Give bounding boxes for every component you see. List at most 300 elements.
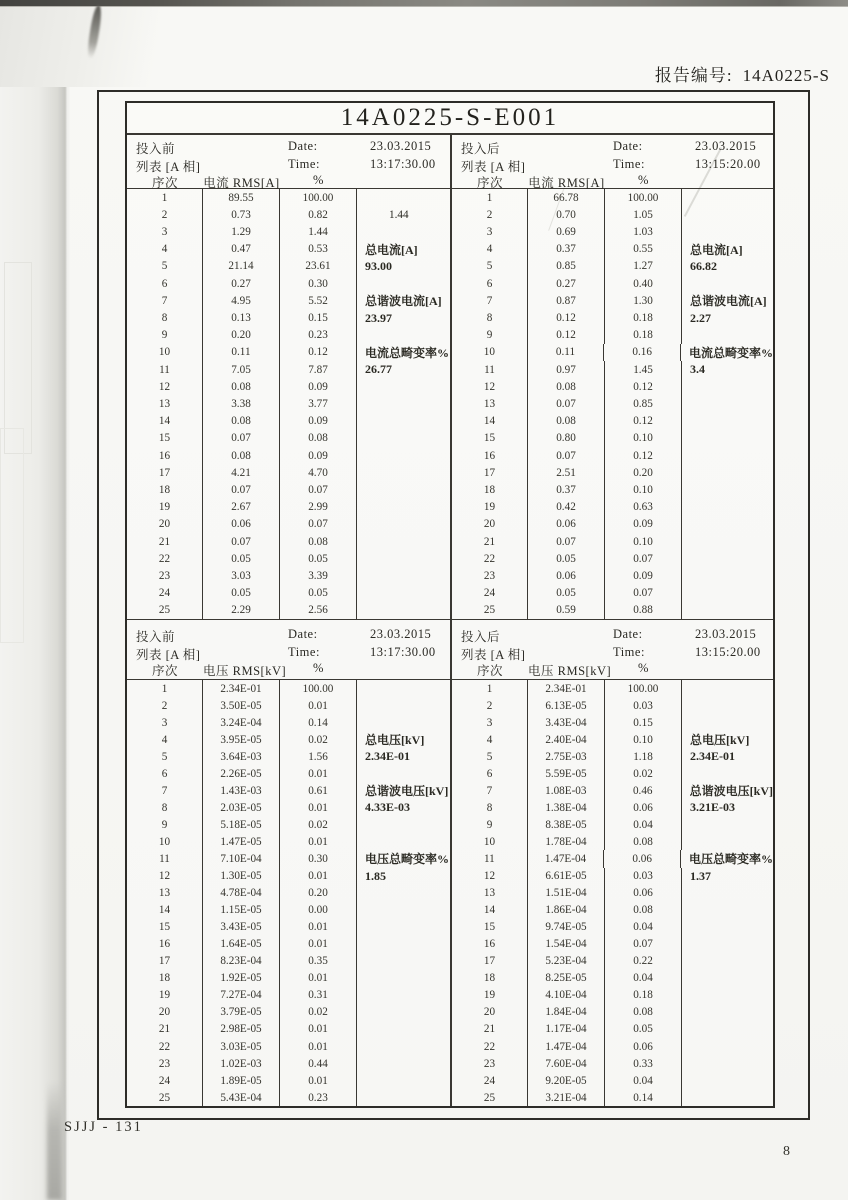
- table-row: [127, 1055, 450, 1072]
- cell-pct: 0.46: [605, 782, 682, 799]
- table-row: [127, 902, 450, 919]
- cell-seq: 5: [127, 748, 203, 765]
- cell-rms: 0.97: [528, 361, 605, 378]
- cell-pct: 100.00: [605, 189, 682, 206]
- cell-seq: 5: [127, 258, 203, 275]
- table-row: [127, 1089, 450, 1106]
- cell-pct: 1.30: [605, 292, 682, 309]
- cell-seq: 21: [127, 533, 203, 550]
- table-row: [452, 275, 773, 292]
- table-row: [452, 731, 773, 748]
- cell-seq: 7: [127, 782, 203, 799]
- cell-rms: 2.29: [203, 602, 280, 619]
- summary-annotation: 2.34E-01: [690, 749, 735, 764]
- cell-pct: 3.39: [280, 567, 357, 584]
- time-value: 13:17:30.00: [370, 157, 436, 171]
- cell-pct: 0.12: [605, 378, 682, 395]
- cell-seq: 16: [127, 447, 203, 464]
- cell-seq: 15: [452, 430, 528, 447]
- quadrant-voltage-after: [450, 619, 773, 1106]
- summary-annotation: [357, 602, 450, 619]
- table-row: [452, 902, 773, 919]
- summary-annotation: [357, 533, 450, 550]
- cell-pct: 0.01: [280, 697, 357, 714]
- summary-annotation: [682, 481, 773, 498]
- cell-seq: 23: [452, 1055, 528, 1072]
- cell-rms: 1.38E-04: [528, 799, 605, 816]
- summary-annotation: 总电流[A]: [365, 242, 418, 257]
- cell-rms: 0.13: [203, 309, 280, 326]
- cell-pct: 0.00: [280, 902, 357, 919]
- table-row: [452, 714, 773, 731]
- table-row: [127, 919, 450, 936]
- cell-seq: 20: [127, 1004, 203, 1021]
- cell-rms: 3.43E-04: [528, 714, 605, 731]
- column-header-value: 电压 RMS[kV]: [528, 664, 612, 678]
- cell-pct: 0.10: [605, 731, 682, 748]
- cell-pct: 7.87: [280, 361, 357, 378]
- summary-annotation: [682, 953, 773, 970]
- table-row: [127, 533, 450, 550]
- cell-seq: 3: [127, 223, 203, 240]
- table-row: [452, 223, 773, 240]
- cell-pct: 0.02: [280, 816, 357, 833]
- cell-pct: 5.52: [280, 292, 357, 309]
- summary-annotation: [682, 816, 773, 833]
- cell-rms: 0.20: [203, 327, 280, 344]
- state-label: 投入后: [461, 630, 501, 644]
- summary-annotation: [357, 499, 450, 516]
- list-label: 列表 [A 相]: [136, 648, 201, 662]
- table-row: [127, 714, 450, 731]
- summary-annotation: [682, 1055, 773, 1072]
- summary-annotation: [682, 1089, 773, 1106]
- section-voltage: [127, 619, 773, 1106]
- cell-pct: 0.14: [605, 1089, 682, 1106]
- cell-seq: 6: [452, 765, 528, 782]
- summary-annotation: [357, 1055, 450, 1072]
- cell-seq: 22: [452, 550, 528, 567]
- quadrant-header: [127, 135, 450, 189]
- cell-pct: 0.04: [605, 970, 682, 987]
- cell-pct: 0.23: [280, 1089, 357, 1106]
- document-code: SJJJ - 131: [64, 1119, 143, 1135]
- state-label: 投入前: [136, 142, 176, 156]
- cell-pct: 0.20: [605, 464, 682, 481]
- table-row: [127, 378, 450, 395]
- cell-seq: 19: [452, 499, 528, 516]
- summary-annotation: [357, 1072, 450, 1089]
- summary-annotation: [682, 567, 773, 584]
- cell-rms: 0.11: [528, 344, 605, 361]
- cell-rms: 2.98E-05: [203, 1021, 280, 1038]
- cell-pct: 0.20: [280, 885, 357, 902]
- table-row: [127, 765, 450, 782]
- table-row: [127, 936, 450, 953]
- cell-seq: 25: [452, 602, 528, 619]
- summary-annotation: [357, 481, 450, 498]
- summary-annotation: [682, 395, 773, 412]
- table-row: [127, 1021, 450, 1038]
- table-row: [127, 1038, 450, 1055]
- summary-annotation: [357, 697, 450, 714]
- table-row: [127, 748, 450, 765]
- cell-seq: 4: [127, 241, 203, 258]
- cell-seq: 11: [127, 850, 203, 867]
- list-label: 列表 [A 相]: [461, 648, 526, 662]
- table-row: [127, 223, 450, 240]
- cell-pct: 0.02: [280, 1004, 357, 1021]
- cell-seq: 18: [127, 970, 203, 987]
- table-row: [127, 850, 450, 867]
- cell-pct: 0.63: [605, 499, 682, 516]
- cell-pct: 0.06: [605, 885, 682, 902]
- cell-rms: 21.14: [203, 258, 280, 275]
- table-row: [452, 464, 773, 481]
- cell-rms: 1.78E-04: [528, 833, 605, 850]
- table-row: [127, 782, 450, 799]
- table-row: [452, 680, 773, 697]
- summary-annotation: [357, 1021, 450, 1038]
- table-row: [127, 987, 450, 1004]
- cell-seq: 23: [452, 567, 528, 584]
- date-label: Date:: [288, 627, 318, 641]
- cell-seq: 2: [452, 206, 528, 223]
- summary-annotation: [682, 936, 773, 953]
- cell-seq: 1: [127, 680, 203, 697]
- table-row: [127, 361, 450, 378]
- cell-rms: 2.34E-01: [203, 680, 280, 697]
- summary-annotation: [682, 919, 773, 936]
- cell-rms: 2.51: [528, 464, 605, 481]
- cell-seq: 10: [127, 344, 203, 361]
- summary-annotation: [682, 1072, 773, 1089]
- cell-seq: 13: [452, 885, 528, 902]
- cell-pct: 0.30: [280, 275, 357, 292]
- cell-seq: 9: [127, 816, 203, 833]
- cell-rms: 1.47E-04: [528, 1038, 605, 1055]
- cell-seq: 9: [452, 816, 528, 833]
- underlying-page-edge: [4, 262, 32, 454]
- summary-annotation: [682, 833, 773, 850]
- table-row: [127, 309, 450, 326]
- summary-annotation: [357, 1089, 450, 1106]
- summary-annotation: 电压总畸变率%: [688, 852, 773, 867]
- cell-seq: 24: [452, 585, 528, 602]
- cell-pct: 0.04: [605, 816, 682, 833]
- cell-seq: 4: [452, 731, 528, 748]
- cell-pct: 0.55: [605, 241, 682, 258]
- cell-seq: 12: [127, 868, 203, 885]
- list-label: 列表 [A 相]: [461, 160, 526, 174]
- summary-annotation: 总电压[kV]: [690, 733, 750, 748]
- cell-pct: 0.05: [605, 1021, 682, 1038]
- table-row: [127, 395, 450, 412]
- summary-annotation: [357, 885, 450, 902]
- table-row: [452, 868, 773, 885]
- underlying-page-edge: [0, 428, 24, 643]
- cell-pct: 0.09: [605, 567, 682, 584]
- column-header-seq: 序次: [476, 664, 503, 678]
- time-value: 13:15:20.00: [695, 645, 761, 659]
- summary-annotation: 总谐波电压[kV]: [689, 784, 774, 799]
- summary-annotation: [682, 413, 773, 430]
- cell-pct: 0.03: [605, 697, 682, 714]
- cell-rms: 7.10E-04: [203, 850, 280, 867]
- cell-seq: 12: [452, 378, 528, 395]
- cell-pct: 0.01: [280, 919, 357, 936]
- cell-seq: 19: [127, 499, 203, 516]
- cell-seq: 10: [452, 344, 528, 361]
- cell-pct: 0.07: [280, 481, 357, 498]
- table-row: [127, 275, 450, 292]
- table-row: [452, 413, 773, 430]
- cell-rms: 3.79E-05: [203, 1004, 280, 1021]
- list-label: 列表 [A 相]: [136, 160, 201, 174]
- summary-annotation: 26.77: [365, 362, 392, 377]
- cell-pct: 0.40: [605, 275, 682, 292]
- table-row: [452, 850, 773, 867]
- cell-pct: 0.33: [605, 1055, 682, 1072]
- date-label: Date:: [288, 139, 318, 153]
- cell-rms: 0.05: [203, 585, 280, 602]
- cell-rms: 89.55: [203, 189, 280, 206]
- summary-annotation: [357, 680, 450, 697]
- cell-pct: 0.07: [605, 550, 682, 567]
- cell-rms: 8.38E-05: [528, 816, 605, 833]
- summary-annotation: 总谐波电压[kV]: [365, 784, 449, 799]
- summary-annotation: 电流总畸变率%: [365, 345, 450, 360]
- cell-seq: 2: [452, 697, 528, 714]
- cell-seq: 14: [127, 902, 203, 919]
- cell-pct: 0.03: [605, 868, 682, 885]
- cell-pct: 0.01: [280, 868, 357, 885]
- table-row: [452, 799, 773, 816]
- cell-pct: 0.07: [605, 936, 682, 953]
- cell-rms: 9.74E-05: [528, 919, 605, 936]
- cell-pct: 0.07: [280, 516, 357, 533]
- cell-rms: 4.78E-04: [203, 885, 280, 902]
- cell-rms: 1.43E-03: [203, 782, 280, 799]
- table-row: [127, 206, 450, 223]
- summary-annotation: [682, 327, 773, 344]
- cell-rms: 3.43E-05: [203, 919, 280, 936]
- cell-seq: 20: [452, 1004, 528, 1021]
- summary-annotation: [682, 378, 773, 395]
- cell-pct: 0.01: [280, 936, 357, 953]
- cell-pct: 1.44: [280, 223, 357, 240]
- cell-seq: 10: [452, 833, 528, 850]
- summary-annotation: [682, 464, 773, 481]
- cell-rms: 2.26E-05: [203, 765, 280, 782]
- cell-rms: 0.07: [203, 481, 280, 498]
- cell-pct: 0.01: [280, 1072, 357, 1089]
- data-grid: [127, 680, 450, 1106]
- table-row: [452, 765, 773, 782]
- table-row: [127, 799, 450, 816]
- table-row: [127, 258, 450, 275]
- cell-rms: 4.10E-04: [528, 987, 605, 1004]
- time-label: Time:: [288, 645, 320, 659]
- cell-pct: 1.18: [605, 748, 682, 765]
- summary-annotation: [682, 275, 773, 292]
- summary-annotation: [357, 275, 450, 292]
- table-row: [127, 833, 450, 850]
- cell-pct: 0.06: [605, 799, 682, 816]
- table-row: [127, 1004, 450, 1021]
- cell-rms: 0.07: [528, 533, 605, 550]
- cell-rms: 0.37: [528, 481, 605, 498]
- table-row: [452, 241, 773, 258]
- table-row: [452, 327, 773, 344]
- report-number-label: 报告编号:: [654, 66, 733, 85]
- summary-annotation: [357, 223, 450, 240]
- cell-rms: 8.23E-04: [203, 953, 280, 970]
- table-row: [127, 481, 450, 498]
- table-row: [452, 602, 773, 619]
- summary-annotation: [357, 765, 450, 782]
- cell-seq: 18: [127, 481, 203, 498]
- cell-seq: 11: [452, 361, 528, 378]
- time-label: Time:: [288, 157, 320, 171]
- date-label: Date:: [613, 139, 643, 153]
- cell-seq: 6: [452, 275, 528, 292]
- summary-annotation: [682, 714, 773, 731]
- cell-pct: 0.08: [280, 430, 357, 447]
- time-label: Time:: [613, 157, 645, 171]
- summary-annotation: [682, 970, 773, 987]
- table-row: [452, 206, 773, 223]
- cell-pct: 0.06: [604, 850, 681, 867]
- summary-annotation: [682, 680, 773, 697]
- cell-pct: 23.61: [280, 258, 357, 275]
- summary-annotation: [357, 189, 450, 206]
- cell-rms: 1.51E-04: [528, 885, 605, 902]
- column-header-pct: %: [313, 661, 324, 675]
- table-row: [127, 697, 450, 714]
- summary-annotation: [682, 765, 773, 782]
- cell-pct: 0.09: [280, 378, 357, 395]
- cell-seq: 25: [127, 1089, 203, 1106]
- table-row: [127, 499, 450, 516]
- cell-pct: 0.09: [280, 413, 357, 430]
- summary-annotation: 2.34E-01: [365, 749, 410, 764]
- cell-seq: 16: [452, 936, 528, 953]
- table-row: [452, 936, 773, 953]
- cell-pct: 0.10: [605, 430, 682, 447]
- table-row: [127, 567, 450, 584]
- data-grid: [452, 189, 773, 619]
- cell-seq: 24: [452, 1072, 528, 1089]
- table-row: [452, 697, 773, 714]
- time-value: 13:15:20.00: [695, 157, 761, 171]
- cell-pct: 0.02: [605, 765, 682, 782]
- cell-pct: 1.56: [280, 748, 357, 765]
- column-header-value: 电流 RMS[A]: [528, 176, 605, 190]
- cell-seq: 13: [127, 885, 203, 902]
- cell-rms: 0.05: [203, 550, 280, 567]
- table-row: [452, 258, 773, 275]
- cell-pct: 0.82: [280, 206, 357, 223]
- cell-rms: 0.12: [528, 327, 605, 344]
- cell-seq: 17: [127, 464, 203, 481]
- summary-annotation: [682, 602, 773, 619]
- cell-pct: 0.88: [605, 602, 682, 619]
- cell-seq: 1: [127, 189, 203, 206]
- cell-pct: 0.08: [280, 533, 357, 550]
- summary-annotation: 总电流[A]: [690, 242, 743, 257]
- table-row: [127, 292, 450, 309]
- cell-seq: 8: [452, 799, 528, 816]
- cell-seq: 6: [127, 275, 203, 292]
- cell-rms: 1.17E-04: [528, 1021, 605, 1038]
- page-number: 8: [783, 1144, 790, 1159]
- cell-seq: 4: [452, 241, 528, 258]
- summary-annotation: 总谐波电流[A]: [365, 294, 442, 309]
- cell-rms: 0.08: [203, 378, 280, 395]
- cell-pct: 100.00: [605, 680, 682, 697]
- cell-rms: 8.25E-05: [528, 970, 605, 987]
- summary-annotation: [357, 585, 450, 602]
- cell-rms: 5.23E-04: [528, 953, 605, 970]
- cell-rms: 1.30E-05: [203, 868, 280, 885]
- cell-rms: 0.06: [528, 567, 605, 584]
- cell-rms: 0.70: [528, 206, 605, 223]
- cell-rms: 1.02E-03: [203, 1055, 280, 1072]
- cell-seq: 15: [452, 919, 528, 936]
- cell-rms: 0.12: [528, 309, 605, 326]
- summary-annotation: [357, 919, 450, 936]
- cell-seq: 21: [452, 1021, 528, 1038]
- cell-seq: 9: [127, 327, 203, 344]
- summary-annotation: 总谐波电流[A]: [690, 294, 767, 309]
- cell-rms: 0.11: [203, 344, 280, 361]
- summary-annotation: [682, 206, 773, 223]
- summary-annotation: [357, 902, 450, 919]
- table-row: [452, 499, 773, 516]
- cell-rms: 1.64E-05: [203, 936, 280, 953]
- cell-pct: 0.05: [280, 550, 357, 567]
- section-current: [127, 135, 773, 619]
- cell-seq: 4: [127, 731, 203, 748]
- summary-annotation: [357, 447, 450, 464]
- cell-pct: 1.45: [605, 361, 682, 378]
- cell-seq: 15: [127, 919, 203, 936]
- cell-pct: 100.00: [280, 680, 357, 697]
- cell-seq: 11: [452, 850, 528, 867]
- cell-pct: 0.01: [280, 765, 357, 782]
- table-row: [452, 987, 773, 1004]
- cell-seq: 2: [127, 206, 203, 223]
- cell-seq: 21: [452, 533, 528, 550]
- table-row: [127, 680, 450, 697]
- table-row: [127, 327, 450, 344]
- cell-rms: 0.05: [528, 585, 605, 602]
- summary-annotation: [682, 902, 773, 919]
- cell-seq: 14: [127, 413, 203, 430]
- cell-seq: 7: [127, 292, 203, 309]
- cell-rms: 0.07: [203, 533, 280, 550]
- cell-rms: 5.59E-05: [528, 765, 605, 782]
- summary-annotation: [682, 447, 773, 464]
- cell-rms: 5.43E-04: [203, 1089, 280, 1106]
- table-row: [452, 533, 773, 550]
- cell-pct: 0.22: [605, 953, 682, 970]
- summary-annotation: 1.37: [690, 868, 711, 883]
- summary-annotation: [357, 1004, 450, 1021]
- cell-seq: 21: [127, 1021, 203, 1038]
- cell-seq: 14: [452, 902, 528, 919]
